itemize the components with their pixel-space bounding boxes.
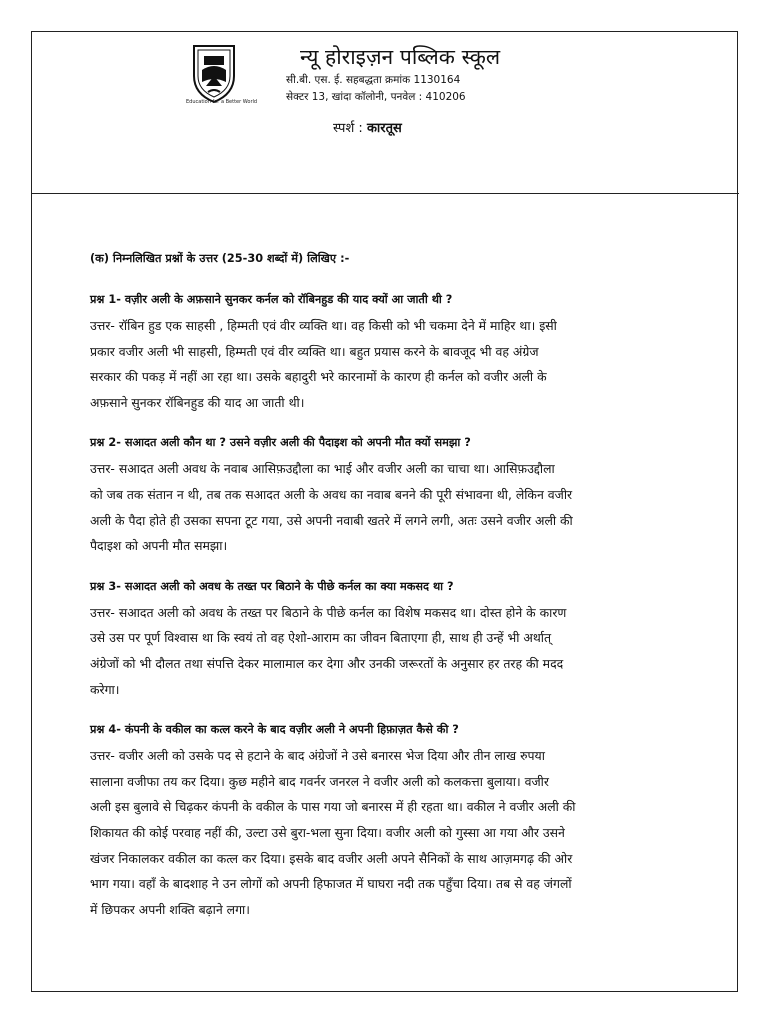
school-header — [282, 44, 582, 106]
logo-motto: Education for a Better World — [186, 99, 258, 105]
question: प्रश्न 3- सआदत अली को अवध के तख्त पर बिठाने के पीछे कर्नल का क्या मकसद था ? — [90, 579, 454, 593]
question: प्रश्न 1- वज़ीर अली के अफ़साने सुनकर कर्नल को रॉबिनहुड की याद क्यों आ जाती थी ? — [90, 293, 453, 306]
school-name: न्यू होराइज़न पब्लिक स्कूल — [300, 45, 501, 69]
answer-line: प्रकार वजीर अली भी साहसी, हिम्मती एवं वीर व्यक्ति था। बहुत प्रयास करने के बावजूद भी वह अंग्रेज — [90, 343, 539, 359]
answer-line: अली इस बुलावे से चिढ़कर कंपनी के वकील के पास गया जो बनारस में ही रहता था। वकील ने वजीर अली की — [90, 799, 576, 815]
answer-line: उत्तर- सआदत अली अवध के नवाब आसिफ़उद्दौला का भाई और वजीर अली का चाचा था। आसिफ़उद्दौला — [90, 461, 555, 477]
question: प्रश्न 2- सआदत अली कौन था ? उसने वज़ीर अली की पैदाइश को अपनी मौत क्यों समझा ? — [90, 436, 471, 450]
answer-line: अफ़साने सुनकर रॉबिनहुड की याद आ जाती थी। — [90, 394, 305, 410]
answer-line: उत्तर- रॉबिन हुड एक साहसी , हिम्मती एवं वीर व्यक्ति था। वह किसी को भी चकमा देने में माहिर था। इसी — [90, 318, 557, 333]
address-line: सेक्टर 13, खांदा कॉलोनी, पनवेल : 410206 — [286, 91, 466, 103]
qa-item — [90, 721, 702, 922]
answer — [90, 600, 702, 702]
answer — [90, 313, 702, 415]
answer-line: उत्तर- वजीर अली को उसके पद से हटाने के बाद अंग्रेजों ने उसे बनारस भेज दिया और तीन लाख रुपया — [90, 748, 545, 764]
school-crest-icon — [188, 42, 240, 104]
answer-line: में छिपकर अपनी शक्ति बढ़ाने लगा। — [90, 901, 250, 917]
header-divider — [31, 193, 739, 194]
instruction: (क) निम्नलिखित प्रश्नों के उत्तर (25-30 शब्दों में) लिखिए :- — [90, 252, 350, 265]
qa-item — [90, 434, 702, 558]
answer-line: उसे उस पर पूर्ण विश्वास था कि स्वयं तो वह ऐशो-आराम का जीवन बिताएगा ही, साथ ही उन्हें भी अर्थात् — [90, 630, 552, 646]
answer-line: पैदाइश को अपनी मौत समझा। — [90, 538, 228, 554]
answer-line: शिकायत की कोई परवाह नहीं की, उल्टा उसे बुरा-भला सुना दिया। वजीर अली को गुस्सा आ गया और उसने — [90, 824, 565, 840]
answer-line: अली के पैदा होते ही उसका सपना टूट गया, उसे अपनी नवाबी खतरे में लगने लगी, अतः उसने वजीर अली की — [90, 512, 573, 528]
answer-line: करेगा। — [90, 681, 120, 697]
answer-line: खंजर निकालकर वकील का कत्ल कर दिया। इसके बाद वजीर अली अपने सैनिकों के साथ आज़मगढ़ की ओर — [90, 850, 573, 866]
qa-item — [90, 578, 702, 702]
subject-label: स्पर्श : — [333, 121, 363, 136]
answer-line: अंग्रेजों को भी दौलत तथा संपत्ति देकर मालामाल कर देगा और उनकी जरूरतों के अनुसार हर तरह की मदद — [90, 655, 564, 671]
answer-line: उत्तर- सआदत अली को अवध के तख्त पर बिठाने के पीछे कर्नल का विशेष मकसद था। दोस्त होने के कारण — [90, 604, 567, 620]
subject-line — [333, 118, 402, 136]
answer — [90, 456, 702, 558]
question: प्रश्न 4- कंपनी के वकील का कत्ल करने के बाद वज़ीर अली ने अपनी हिफ़ाज़त कैसे की ? — [90, 723, 459, 737]
answer-line: सरकार की पकड़ में नहीं आ रहा था। उसके बहादुरी भरे कारनामों के कारण ही कर्नल को वजीर अली के — [90, 369, 547, 385]
qa-item — [90, 291, 702, 415]
answer-line: को जब तक संतान न थी, तब तक सआदत अली के अवध का नवाब बनने की पूरी संभावना थी, लेकिन वजीर — [90, 486, 573, 502]
affiliation-line: सी.बी. एस. ई. सहबद्धता क्रमांक 1130164 — [286, 74, 461, 86]
worksheet-body — [90, 250, 702, 941]
answer-line: सालाना वजीफा तय कर दिया। कुछ महीने बाद गवर्नर जनरल ने वजीर अली को कलकत्ता बुलाया। वजीर — [90, 773, 549, 789]
chapter-title: कारतूस — [366, 121, 402, 136]
answer — [90, 743, 702, 922]
answer-line: भाग गया। वहाँ के बादशाह ने उन लोगों को अपनी हिफाजत में घाघरा नदी तक पहुँचा दिया। तब से वह जंगलों — [90, 876, 572, 892]
